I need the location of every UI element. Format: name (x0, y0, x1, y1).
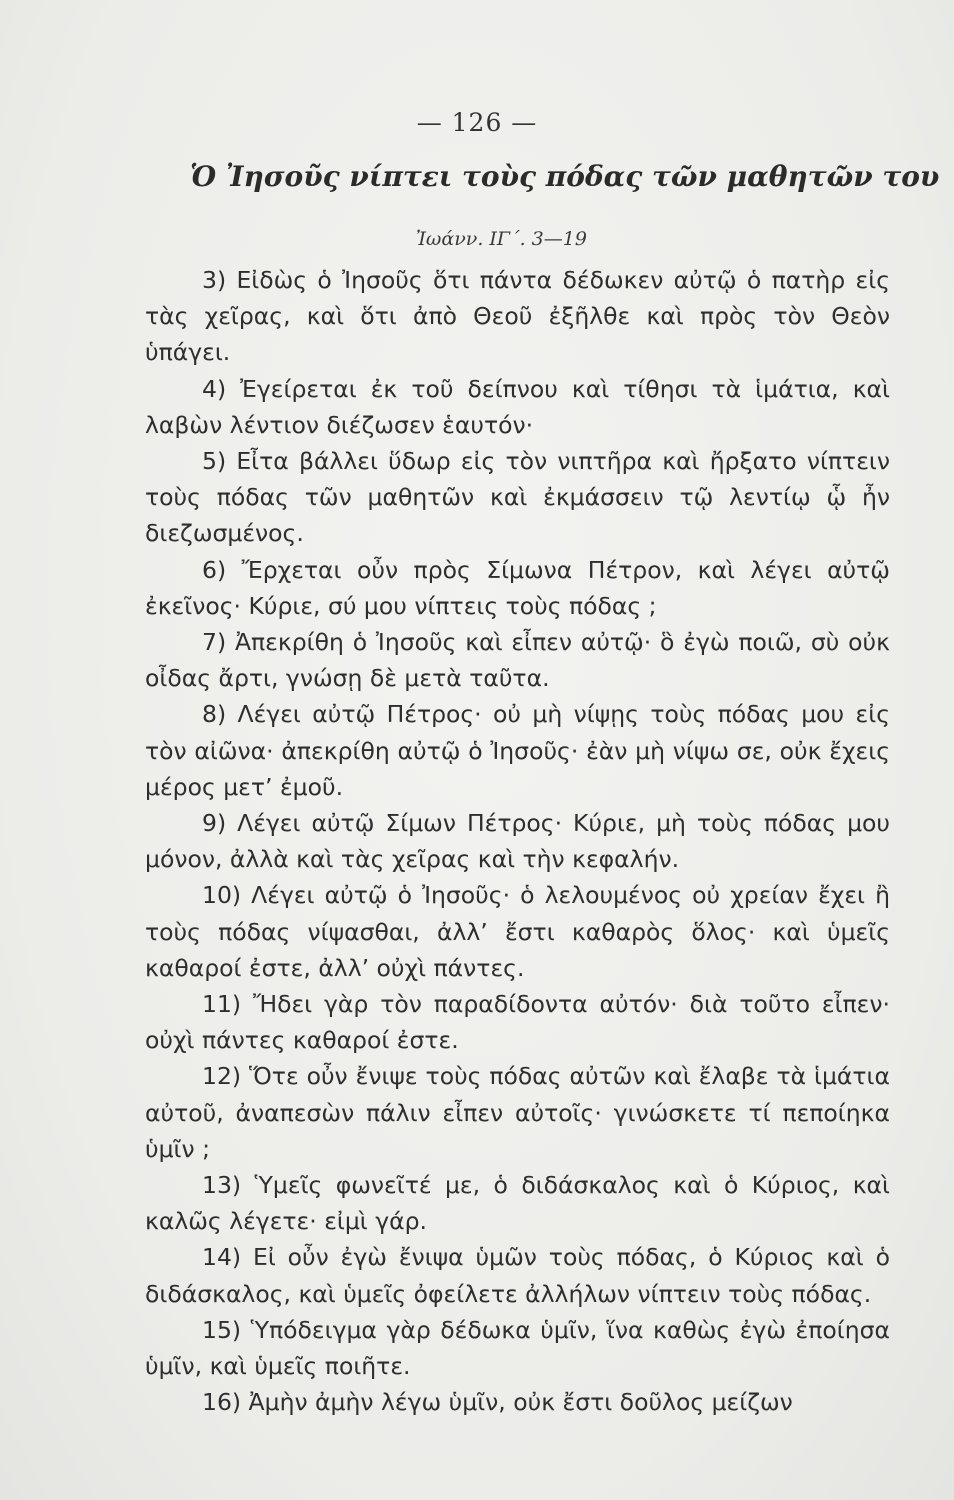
verse-10: 10) Λέγει αὐτῷ ὁ Ἰησοῦς· ὁ λελουμένος οὐ χρείαν ἔχει ἢ τοὺς πόδας νίψασθαι, ἀλλ’ ἔστι καθαρὸς ὅλος· καὶ ὑμεῖς καθαροί ἐστε, ἀλλ’ οὐχὶ πάντες. (145, 881, 890, 982)
verse-6: 6) Ἔρχεται οὖν πρὸς Σίμωνα Πέτρον, καὶ λέγει αὐτῷ ἐκεῖνος· Κύριε, σύ μου νίπτεις τοὺς πόδας ; (145, 555, 890, 620)
verse-9: 9) Λέγει αὐτῷ Σίμων Πέτρος· Κύριε, μὴ τοὺς πόδας μου μόνον, ἀλλὰ καὶ τὰς χεῖρας καὶ τὴν κεφαλήν. (145, 809, 890, 874)
scripture-reference: Ἰωάνν. ΙΓ΄. 3—19 (416, 228, 587, 250)
verse-text-block (145, 262, 890, 1421)
verse-4: 4) Ἐγείρεται ἐκ τοῦ δείπνου καὶ τίθησι τὰ ἱμάτια, καὶ λαβὼν λέντιον διέζωσεν ἑαυτόν· (145, 374, 890, 439)
verse-3: 3) Εἰδὼς ὁ Ἰησοῦς ὅτι πάντα δέδωκεν αὐτῷ ὁ πατὴρ εἰς τὰς χεῖρας, καὶ ὅτι ἀπὸ Θεοῦ ἐξῆλθε καὶ πρὸς τὸν Θεὸν ὑπάγει. (145, 266, 890, 367)
verse-7: 7) Ἀπεκρίθη ὁ Ἰησοῦς καὶ εἶπεν αὐτῷ· ὃ ἐγὼ ποιῶ, σὺ οὐκ οἶδας ἄρτι, γνώσῃ δὲ μετὰ ταῦτα. (145, 628, 890, 693)
page-number: — 126 — (416, 108, 538, 137)
verse-15: 15) Ὑπόδειγμα γὰρ δέδωκα ὑμῖν, ἵνα καθὼς ἐγὼ ἐποίησα ὑμῖν, καὶ ὑμεῖς ποιῆτε. (145, 1315, 890, 1381)
verse-8: 8) Λέγει αὐτῷ Πέτρος· οὐ μὴ νίψῃς τοὺς πόδας μου εἰς τὸν αἰῶνα· ἀπεκρίθη αὐτῷ ὁ Ἰησοῦς· ἐὰν μὴ νίψω σε, οὐκ ἔχεις μέρος μετ’ ἐμοῦ. (145, 700, 890, 801)
verse-16: 16) Ἀμὴν ἀμὴν λέγω ὑμῖν, οὐκ ἔστι δοῦλος μείζων (202, 1388, 793, 1417)
verse-11: 11) Ἤδει γὰρ τὸν παραδίδοντα αὐτόν· διὰ τοῦτο εἶπεν· οὐχὶ πάντες καθαροί ἐστε. (145, 990, 890, 1055)
verse-5: 5) Εἶτα βάλλει ὕδωρ εἰς τὸν νιπτῆρα καὶ ἤρξατο νίπτειν τοὺς πόδας τῶν μαθητῶν καὶ ἐκμάσσειν τῷ λεντίῳ ᾧ ἦν διεζωσμένος. (145, 447, 890, 548)
verse-13: 13) Ὑμεῖς φωνεῖτέ με, ὁ διδάσκαλος καὶ ὁ Κύριος, καὶ καλῶς λέγετε· εἰμὶ γάρ. (145, 1171, 890, 1236)
verse-14: 14) Εἰ οὖν ἐγὼ ἔνιψα ὑμῶν τοὺς πόδας, ὁ Κύριος καὶ ὁ διδάσκαλος, καὶ ὑμεῖς ὀφείλετε ἀλλήλων νίπτειν τοὺς πόδας. (145, 1243, 890, 1308)
verse-12: 12) Ὅτε οὖν ἔνιψε τοὺς πόδας αὐτῶν καὶ ἔλαβε τὰ ἱμάτια αὐτοῦ, ἀναπεσὼν πάλιν εἶπεν αὐτοῖς· γινώσκετε τί πεποίηκα ὑμῖν ; (145, 1062, 890, 1163)
chapter-title: Ὁ Ἰησοῦς νίπτει τοὺς πόδας τῶν μαθητῶν του (190, 160, 940, 193)
